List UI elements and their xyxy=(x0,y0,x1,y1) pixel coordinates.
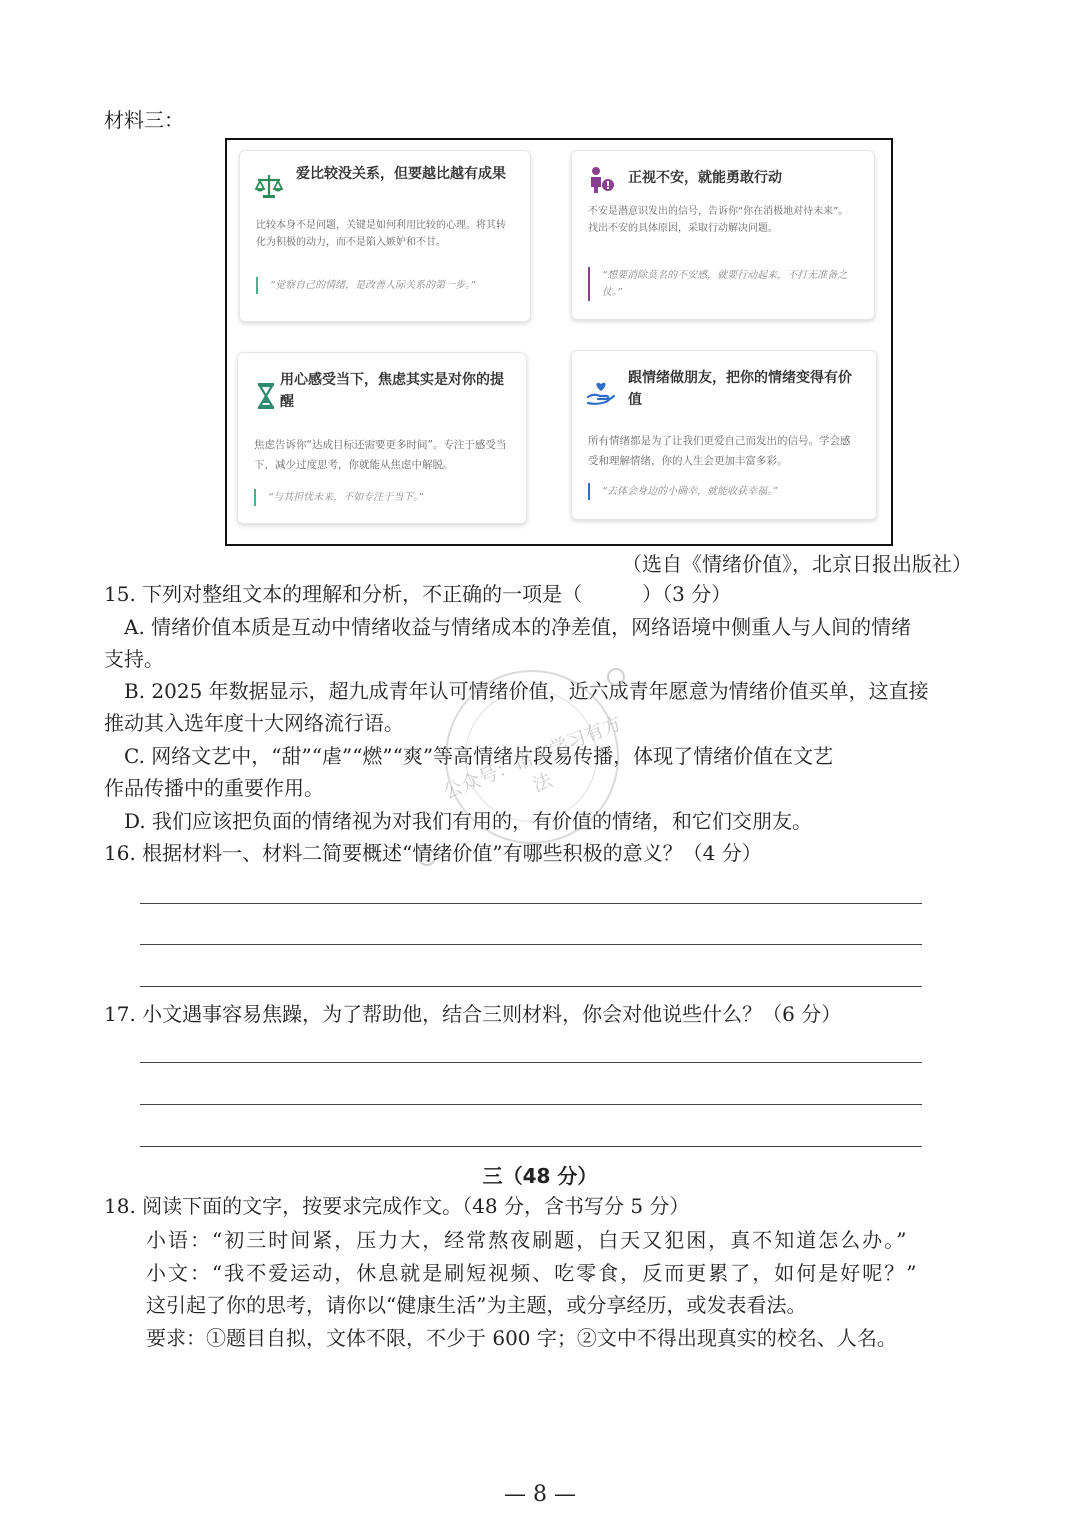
source-citation: （选自《情绪价值》，北京日报出版社） xyxy=(622,552,972,576)
card-quote: “与其担忧未来，不如专注于当下。” xyxy=(254,489,508,506)
q16-stem: 16. 根据材料一、材料二简要概述“情绪价值”有哪些积极的意义？（4 分） xyxy=(104,841,762,865)
q15-option-a-line2: 支持。 xyxy=(104,647,164,671)
card-befriend-emotions xyxy=(571,350,877,520)
watermark-dot xyxy=(607,668,625,686)
answer-line[interactable] xyxy=(140,1062,922,1063)
section-heading: 三（48 分） xyxy=(482,1164,598,1188)
q15-option-b-line2: 推动其入选年度十大网络流行语。 xyxy=(104,711,404,735)
q15-option-c-line1: C. 网络文艺中，“甜”“虐”“燃”“爽”等高情绪片段易传播，体现了情绪价值在文艺 xyxy=(124,744,834,768)
answer-line[interactable] xyxy=(140,986,922,987)
card-quote: “想要消除莫名的不安感，就要行动起来，不打无准备之仗。” xyxy=(588,267,856,301)
card-title: 正视不安，就能勇敢行动 xyxy=(628,170,782,186)
card-anxiety-action xyxy=(571,150,875,320)
q15-stem: 15. 下列对整组文本的理解和分析，不正确的一项是（ ）（3 分） xyxy=(104,582,732,606)
card-title: 跟情绪做朋友，把你的情绪变得有价值 xyxy=(628,370,852,408)
q18-requirements: 要求：①题目自拟，文体不限，不少于 600 字；②文中不得出现真实的校名、人名。 xyxy=(146,1326,897,1350)
q15-option-a-line1: A. 情绪价值本质是互动中情绪收益与情绪成本的净差值，网络语境中侧重人与人间的情绪 xyxy=(124,615,912,639)
card-quote: “觉察自己的情绪，是改善人际关系的第一步。” xyxy=(256,277,512,294)
material-label: 材料三： xyxy=(104,108,184,132)
q18-line3: 这引起了你的思考，请你以“健康生活”为主题，或分享经历，或发表看法。 xyxy=(146,1293,807,1317)
card-body: 焦虑告诉你“达成目标还需要更多时间”。专注于感受当下，减少过度思考，你就能从焦虑中解脱。 xyxy=(254,439,507,471)
card-comparison xyxy=(239,150,531,322)
page-number: — 8 — xyxy=(504,1482,576,1507)
q17-stem: 17. 小文遇事容易焦躁，为了帮助他，结合三则材料，你会对他说些什么？（6 分） xyxy=(104,1002,842,1026)
q18-stem: 18. 阅读下面的文字，按要求完成作文。（48 分，含书写分 5 分） xyxy=(104,1194,690,1218)
answer-line[interactable] xyxy=(140,903,922,904)
card-body: 不安是潜意识发出的信号，告诉你“你在消极地对待未来”。找出不安的具体原因，采取行动解决问题。 xyxy=(588,206,849,234)
q15-option-c-line2: 作品传播中的重要作用。 xyxy=(104,776,324,800)
watermark-text: 公众号：语文学习有方法 xyxy=(440,712,625,804)
card-quote: “去体会身边的小确幸，就能收获幸福。” xyxy=(588,483,858,500)
q18-line2: 小文：“我不爱运动，休息就是刷短视频、吃零食，反而更累了，如何是好呢？” xyxy=(146,1261,919,1285)
heart-hand-icon xyxy=(586,377,616,407)
answer-line[interactable] xyxy=(140,944,922,945)
answer-line[interactable] xyxy=(140,1104,922,1105)
card-body: 所有情绪都是为了让我们更爱自己而发出的信号。学会感受和理解情绪，你的人生会更加丰富多彩。 xyxy=(588,435,851,467)
watermark-seal xyxy=(440,670,625,844)
answer-line[interactable] xyxy=(140,1146,922,1147)
card-title: 用心感受当下，焦虑其实是对你的提醒 xyxy=(280,372,504,410)
q15-option-d: D. 我们应该把负面的情绪视为对我们有用的，有价值的情绪，和它们交朋友。 xyxy=(124,809,813,833)
person-alert-icon xyxy=(586,165,616,195)
card-present-moment xyxy=(237,352,527,524)
card-body: 比较本身不是问题，关键是如何利用比较的心理。将其转化为积极的动力，而不是陷入嫉妒和不甘。 xyxy=(256,220,506,248)
material-figure xyxy=(225,138,893,546)
q15-option-b-line1: B. 2025 年数据显示，超九成青年认可情绪价值，近六成青年愿意为情绪价值买单，这直接 xyxy=(124,679,929,703)
scale-icon xyxy=(254,171,284,201)
card-title: 爱比较没关系，但要越比越有成果 xyxy=(296,166,506,182)
hourglass-icon xyxy=(252,381,282,411)
q18-line1: 小语：“初三时间紧，压力大，经常熬夜刷题，白天又犯困，真不知道怎么办。” xyxy=(146,1228,909,1252)
